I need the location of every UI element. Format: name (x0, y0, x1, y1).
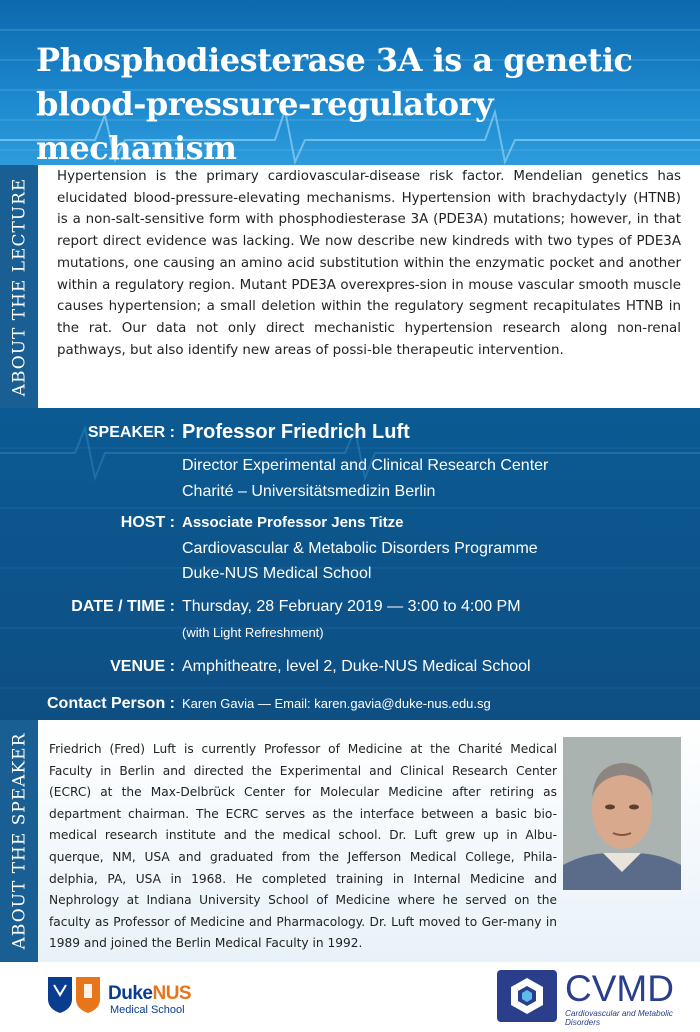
duke-nus-name (108, 983, 191, 1005)
event-details-panel (0, 408, 700, 720)
contact-value[interactable]: Karen Gavia — Email: karen.gavia@duke-nus.edu.sg (182, 696, 491, 711)
speaker-label: SPEAKER : (87, 424, 175, 441)
duke-nus-subtitle: Medical School (110, 1004, 185, 1016)
cvmd-name: CVMD (565, 968, 674, 1009)
host-name: Associate Professor Jens Titze (182, 514, 404, 531)
datetime-label: DATE / TIME : (71, 598, 175, 615)
duke-name: Duke (108, 983, 153, 1004)
speaker-title-line2: Charité – Universitätsmedizin Berlin (182, 483, 436, 500)
about-speaker-label-text: ABOUT THE SPEAKER (9, 732, 29, 950)
lecture-title: Phosphodiesterase 3A is a genetic blood-pressure-regulatory mechanism (36, 41, 633, 165)
about-lecture-text: Hypertension is the primary cardiovascular-disease risk factor. Mendelian genetics has elucidated blood-pressure-elevating mechanisms. Hypertension with brachydactyly (HTNB) is a non-salt-sensitive form with phosphodiesterase 3A (PDE3A) mutations; however, in that report direct evidence was lacking. We now describe new kindreds with two types of PDE3A mutations, one causing an amino acid substitution within the enzymatic pocket and another within a regulatory region. Mutant PDE3A overexpres-sion in mouse vascular smooth muscle causes hypertension; a small deletion within the regulatory segment recapitulates HTNB in the rat. Our data not only direct mechanistic hypertension research along non-renal pathways, but also identify new areas of possi-ble therapeutic intervention. (57, 169, 681, 358)
duke-nus-shield-icon (46, 975, 104, 1015)
speaker-bio-text: Friedrich (Fred) Luft is currently Professor of Medicine at the Charité Medical Faculty in Berlin and directed the Experimental and Clinical Research Center (ECRC) at the Max-Delbrück Center for Molecular Medicine after retiring as department chairman. The ECRC serves as the interface between a basic bio-medical research institute and the medical school. Dr. Luft grew up in Albu-querque, NM, USA and graduated from the Jefferson Medical College, Phila-delphia, PA, USA in 1968. He completed training in Internal Medicine and Nephrology at Indiana University School of Medicine where he served on the faculty as Professor of Medicine and Pharmacology. Dr. Luft moved to Ger-many in 1989 and joined the Berlin Medical Faculty in 1992. (49, 742, 557, 951)
host-line2: Duke-NUS Medical School (182, 565, 372, 582)
speaker-title-line1: Director Experimental and Clinical Research Center (182, 457, 549, 474)
speaker-photo (563, 737, 681, 890)
venue-value: Amphitheatre, level 2, Duke-NUS Medical School (182, 658, 531, 675)
datetime-value: Thursday, 28 February 2019 — 3:00 to 4:00 PM (182, 598, 521, 615)
about-lecture-label (0, 165, 38, 408)
about-lecture-label-text: ABOUT THE LECTURE (9, 177, 29, 396)
datetime-note: (with Light Refreshment) (182, 625, 324, 640)
host-line1: Cardiovascular & Metabolic Disorders Programme (182, 540, 538, 557)
cvmd-hexagon-icon (497, 970, 557, 1022)
about-speaker-label (0, 720, 38, 962)
venue-label: VENUE : (110, 658, 175, 675)
cvmd-subtitle: Cardiovascular and Metabolic Disorders (565, 1009, 673, 1027)
nus-name: NUS (152, 983, 192, 1004)
contact-label: Contact Person : (46, 695, 175, 712)
header-banner (0, 0, 700, 165)
host-label: HOST : (120, 514, 175, 531)
speaker-name: Professor Friedrich Luft (182, 421, 410, 443)
portrait-icon (563, 737, 681, 890)
